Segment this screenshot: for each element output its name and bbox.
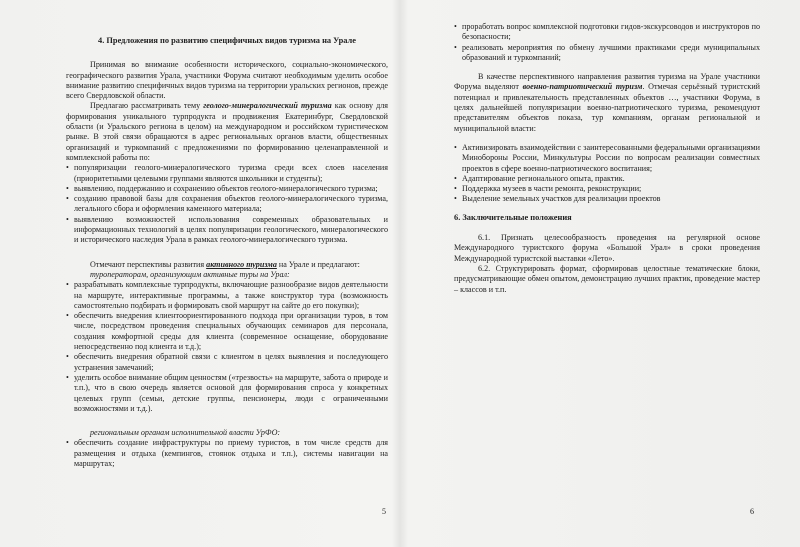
- list-item: • уделить особое внимание общим ценностям («трезвость» на маршруте, забота о природе и т.п.), что в свою очередь является основой для формирования спроса у конкретных целевых групп (семьи, детские группы, пенсионеры, люди с ограниченными возможностями и т.д.).: [66, 373, 388, 414]
- list-item: • созданию правовой базы для сохранения объектов геолого-минералогического туризма, легального сбора и оформления каменного материала;: [66, 194, 388, 215]
- list-item: • обеспечить внедрения клиентоориентированного подхода при организации туров, в том числе, посредством проведения специальных обучающих семинаров для персонала, создания комфортной среды для клиента (современное оснащение, оборудование непосредственно под клиента и т.д.);: [66, 311, 388, 352]
- list-item: • Выделение земельных участков для реализации проектов: [454, 194, 760, 204]
- page-right: [400, 0, 800, 547]
- section-6-heading: 6. Заключительные положения: [454, 212, 572, 222]
- paragraph: Предлагаю рассматривать тему геолого-минералогический туризма как основу для формирования уникального турпродукта и продвижения Екатеринбург, Свердловской области (и Уральского региона в целом) на международном и российском туристическом рынке. В этой связи обращаются в адрес региональных органов власти, общественных организаций и туркомпаний с предложениями по формированию целенаправленной и комплексной работы по:: [66, 101, 388, 162]
- paragraph: В качестве перспективного направления развития туризма на Урале участники Форума выделяют военно-патриотический туризм. Отмечая серьёзный туристский потенциал и привлекательность представленных объектов …, участники Форума, в целях дальнейшей популяризации военно-патриотического туризма, рекомендуют представителям объектов показа, тур компаниям, органам региональной и муниципальной власти:: [454, 72, 761, 133]
- list-item: • Поддержка музеев в части ремонта, реконструкции;: [454, 184, 760, 194]
- list-item: • реализовать мероприятия по обмену лучшими практиками среди муниципальных образований и туркомпаний;: [454, 43, 760, 64]
- list-item: • обеспечить внедрения обратной связи с клиентом в целях выявления и последующего устранения замечаний;: [66, 352, 388, 373]
- page-number: 6: [750, 506, 754, 516]
- page-number: 5: [382, 506, 386, 516]
- emphasis-military: военно-патриотический туризм: [522, 82, 643, 92]
- section-4-heading: 4. Предложения по развитию специфичных видов туризма на Урале: [98, 36, 356, 45]
- list-item: • популяризации геолого-минералогического туризма среди всех слоев населения (приоритетными целевыми группами являются школьники и студенты);: [66, 163, 388, 184]
- emphasis-active: активного туризма: [206, 259, 277, 269]
- paragraph: Отмечают перспективы развития активного туризма на Урале и предлагают:: [90, 259, 360, 269]
- list-item: • Активизировать взаимодействии с заинтересованными федеральными организациями Минобороны России, Минкультуры России по вопросам реализации совместных проектов в сфере военно-патриотического воспитания;: [454, 143, 760, 174]
- list-item: • разрабатывать комплексные турпродукты, включающие разнообразие видов деятельности на маршруте, интерактивные программы, а также конструктор тура (возможность самостоятельно подбирать и формировать свой маршрут на сайте до его покупки);: [66, 280, 388, 311]
- subheading-regional-authorities: региональным органам исполнительной власти УрФО:: [90, 428, 281, 438]
- emphasis-geology: геолого-минералогический туризма: [203, 101, 332, 111]
- subheading-tour-operators: туроператорам, организующим активные туры на Урал:: [90, 269, 290, 279]
- list-item: • обеспечить создание инфраструктуры по приему туристов, в том числе средств для размещения и отдыха (кемпингов, стоянок отдыха и т.п.), системы навигации на маршрутах;: [66, 438, 388, 469]
- list-item: • выявлению возможностей использования современных образовательных и информационных технологий в целях популяризации геологического, минералогического и исторического наследия Урала в рамках геолого-минералогического туризма.: [66, 215, 388, 246]
- paragraph: 6.1. Признать целесообразность проведения на регулярной основе Международного туристского форума «Большой Урал» в сроки проведения Международной туристской выставки «Лето».: [454, 233, 760, 263]
- list-item: • проработать вопрос комплексной подготовки гидов-экскурсоводов и инструкторов по безопасности;: [454, 22, 760, 43]
- paragraph: Принимая во внимание особенности исторического, социально-экономического, географического развития Урала, участники Форума считают необходимым уделить особое внимание развитию специфичных видов туризма на территории уральских регионов, прежде всего Свердловской области.: [66, 60, 388, 101]
- list-item: • Адаптирование регионального опыта, практик.: [454, 174, 760, 184]
- paragraph: 6.2. Структурировать формат, сформировав целостные тематические блоки, предусматривающие обмен опытом, демонстрацию лучших практик, проведение мастер – классов и т.п.: [454, 263, 760, 294]
- list-item: • выявлению, поддержанию и сохранению объектов геолого-минералогического туризма;: [66, 184, 388, 194]
